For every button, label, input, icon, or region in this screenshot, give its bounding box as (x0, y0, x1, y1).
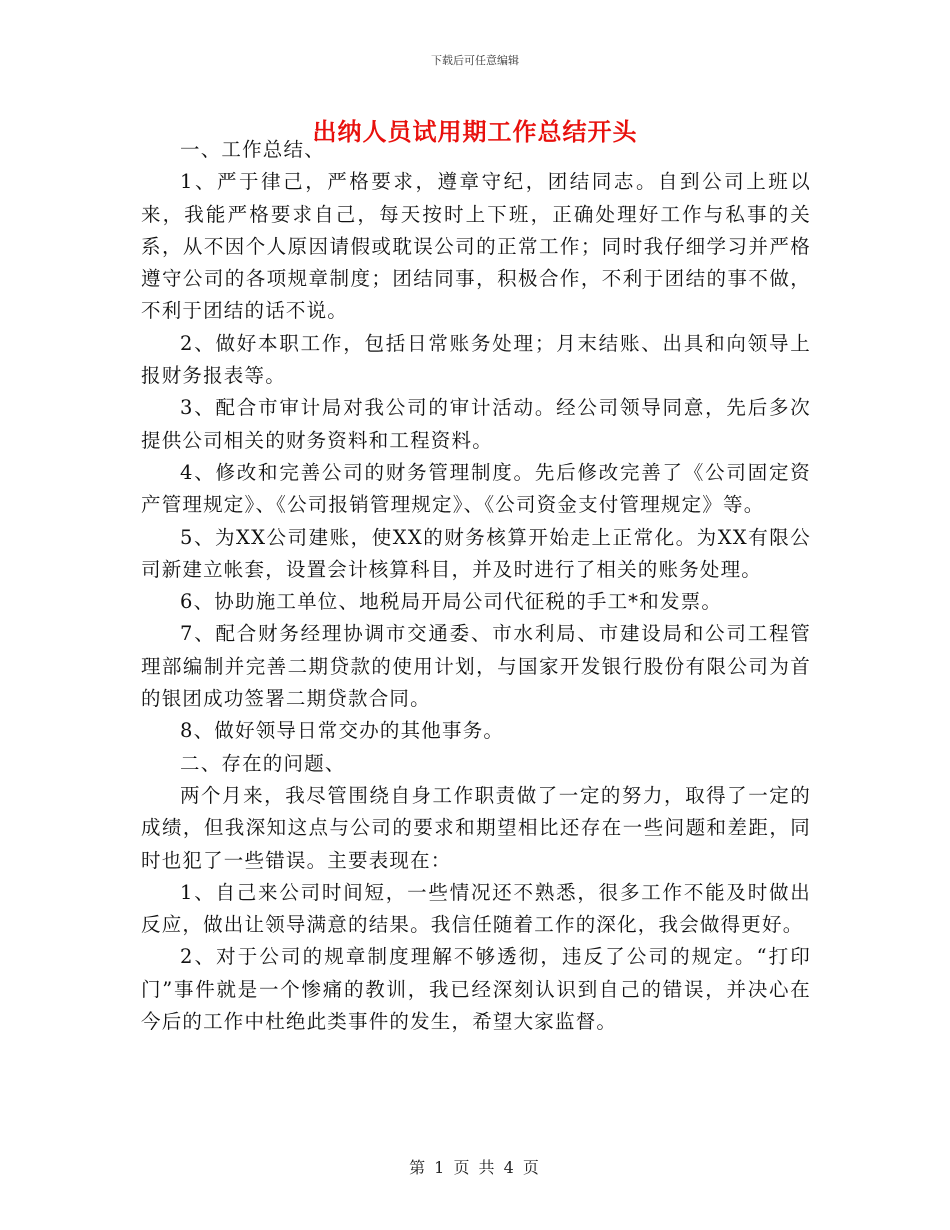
paragraph: 两个月来，我尽管围绕自身工作职责做了一定的努力，取得了一定的成绩，但我深知这点与公司的要求和期望相比还存在一些问题和差距，同时也犯了一些错误。主要表现在： (141, 783, 811, 872)
document-body (141, 134, 811, 1038)
page-header-note: 下载后可任意编辑 (431, 54, 519, 67)
page-number-footer: 第 1 页 共 4 页 (409, 1158, 541, 1177)
paragraph: 2、对于公司的规章制度理解不够透彻，违反了公司的规定。“打印门”事件就是一个惨痛的教训，我已经深刻认识到自己的错误，并决心在今后的工作中杜绝此类事件的发生，希望大家监督。 (141, 945, 811, 1034)
paragraph: 7、配合财务经理协调市交通委、市水利局、市建设局和公司工程管理部编制并完善二期贷款的使用计划，与国家开发银行股份有限公司为首的银团成功签署二期贷款合同。 (141, 622, 811, 711)
paragraph: 1、自己来公司时间短，一些情况还不熟悉，很多工作不能及时做出反应，做出让领导满意的结果。我信任随着工作的深化，我会做得更好。 (141, 880, 811, 937)
paragraph: 2、做好本职工作，包括日常账务处理；月末结账、出具和向领导上报财务报表等。 (141, 331, 811, 388)
paragraph: 1、严于律己，严格要求，遵章守纪，团结同志。自到公司上班以来，我能严格要求自己，每天按时上下班，正确处理好工作与私事的关系，从不因个人原因请假或耽误公司的正常工作；同时我仔细学习并严格遵守公司的各项规章制度；团结同事，积极合作，不利于团结的事不做，不利于团结的话不说。 (141, 170, 811, 323)
section-heading-summary: 一、工作总结、 (180, 138, 325, 161)
paragraph: 3、配合市审计局对我公司的审计活动。经公司领导同意，先后多次提供公司相关的财务资料和工程资料。 (141, 396, 811, 452)
paragraph: 6、协助施工单位、地税局开局公司代征税的手工*和发票。 (180, 590, 723, 614)
paragraph: 4、修改和完善公司的财务管理制度。先后修改完善了《公司固定资产管理规定》、《公司报销管理规定》、《公司资金支付管理规定》等。 (141, 460, 811, 517)
paragraph: 5、为XX公司建账，使XX的财务核算开始走上正常化。为XX有限公司新建立帐套，设置会计核算科目，并及时进行了相关的账务处理。 (141, 525, 811, 581)
section-heading-problems: 二、存在的问题、 (180, 751, 346, 775)
paragraph: 8、做好领导日常交办的其他事务。 (180, 719, 505, 743)
document-title: 出纳人员试用期工作总结开头 (312, 117, 638, 146)
